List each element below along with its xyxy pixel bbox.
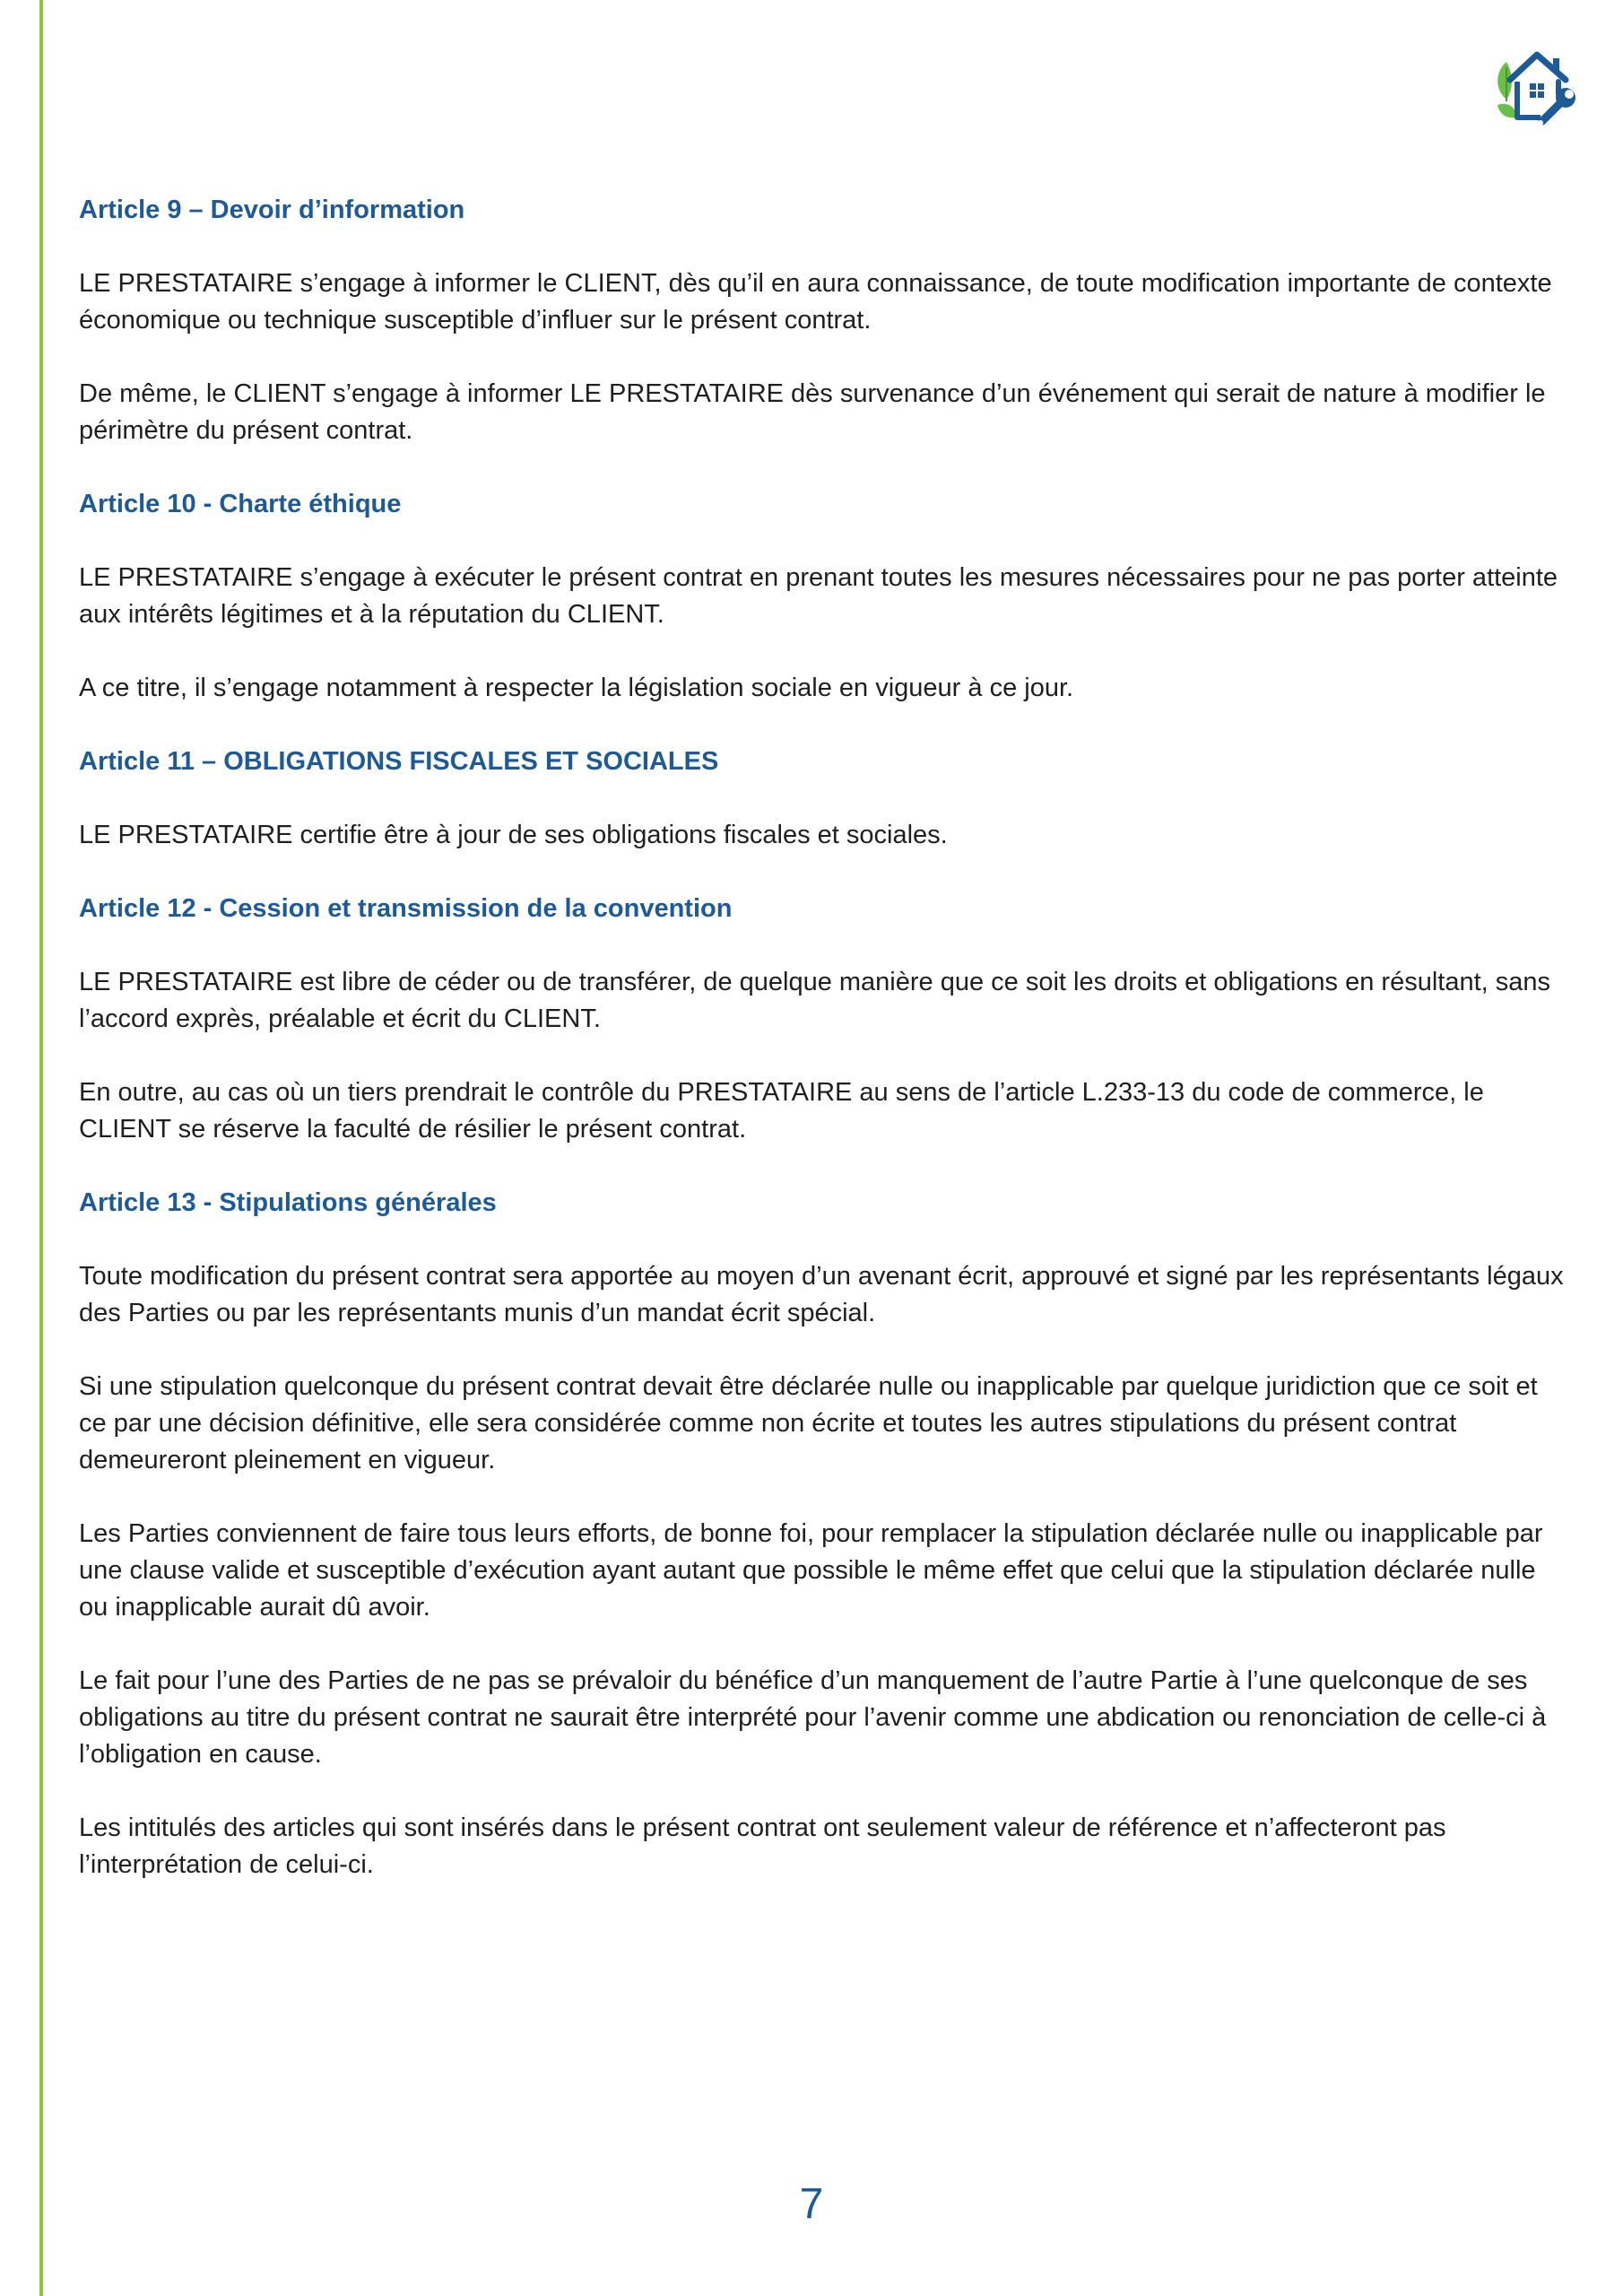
- article-heading: Article 12 - Cession et transmission de la convention: [79, 894, 733, 923]
- article-heading: Article 9 – Devoir d’information: [79, 196, 465, 224]
- paragraph: LE PRESTATAIRE s’engage à exécuter le présent contrat en prenant toutes les mesures nécessaires pour ne pas porter atteinte aux intérêts légitimes et à la réputation du CLIENT.: [79, 563, 1558, 629]
- paragraph: Le fait pour l’une des Parties de ne pas se prévaloir du bénéfice d’un manquement de l’autre Partie à l’une quelconque de ses obligations au titre du présent contrat ne saurait être interprété pour l’avenir comme une abdication ou renonciation de celle-ci à l’obligation en cause.: [79, 1666, 1547, 1769]
- paragraph: LE PRESTATAIRE est libre de céder ou de transférer, de quelque manière que ce soit les droits et obligations en résultant, sans l’accord exprès, préalable et écrit du CLIENT.: [79, 968, 1551, 1033]
- paragraph: En outre, au cas où un tiers prendrait le contrôle du PRESTATAIRE au sens de l’article L.233-13 du code de commerce, le CLIENT se réserve la faculté de résilier le présent contrat.: [79, 1078, 1484, 1144]
- paragraph: Si une stipulation quelconque du présent contrat devait être déclarée nulle ou inapplicable par quelque juridiction que ce soit et ce par une décision définitive, elle sera considérée comme non écrite et toutes les autres stipulations du présent contrat demeureront pleinement en vigueur.: [79, 1372, 1538, 1474]
- left-margin-rule: [39, 0, 43, 2296]
- paragraph: Les intitulés des articles qui sont insérés dans le présent contrat ont seulement valeur de référence et n’affecteront pas l’interprétation de celui-ci.: [79, 1813, 1446, 1879]
- page-number: 7: [799, 2180, 824, 2228]
- house-leaf-wrench-logo-icon: [1490, 49, 1580, 130]
- paragraph: De même, le CLIENT s’engage à informer LE PRESTATAIRE dès survenance d’un événement qui serait de nature à modifier le périmètre du présent contrat.: [79, 379, 1546, 445]
- article-12: [79, 891, 1567, 1148]
- paragraph: A ce titre, il s’engage notamment à respecter la législation sociale en vigueur à ce jour.: [79, 674, 1074, 702]
- article-9: [79, 192, 1567, 449]
- paragraph: Les Parties conviennent de faire tous leurs efforts, de bonne foi, pour remplacer la stipulation déclarée nulle ou inapplicable par une clause valide et susceptible d’exécution ayant autant que possible le même effet que celui que la stipulation déclarée nulle ou inapplicable aurait dû avoir.: [79, 1519, 1543, 1622]
- paragraph: LE PRESTATAIRE certifie être à jour de ses obligations fiscales et sociales.: [79, 821, 948, 849]
- article-heading: Article 10 - Charte éthique: [79, 490, 402, 518]
- document-body: [79, 192, 1567, 1920]
- paragraph: Toute modification du présent contrat sera apportée au moyen d’un avenant écrit, approuvé et signé par les représentants légaux des Parties ou par les représentants munis d’un mandat écrit spécial.: [79, 1262, 1564, 1327]
- article-heading: Article 13 - Stipulations générales: [79, 1188, 497, 1217]
- article-10: [79, 486, 1567, 707]
- paragraph: LE PRESTATAIRE s’engage à informer le CLIENT, dès qu’il en aura connaissance, de toute modification importante de contexte économique ou technique susceptible d’influer sur le présent contrat.: [79, 269, 1552, 335]
- article-13: [79, 1185, 1567, 1883]
- article-heading: Article 11 – OBLIGATIONS FISCALES ET SOCIALES: [79, 747, 719, 776]
- article-11: [79, 744, 1567, 854]
